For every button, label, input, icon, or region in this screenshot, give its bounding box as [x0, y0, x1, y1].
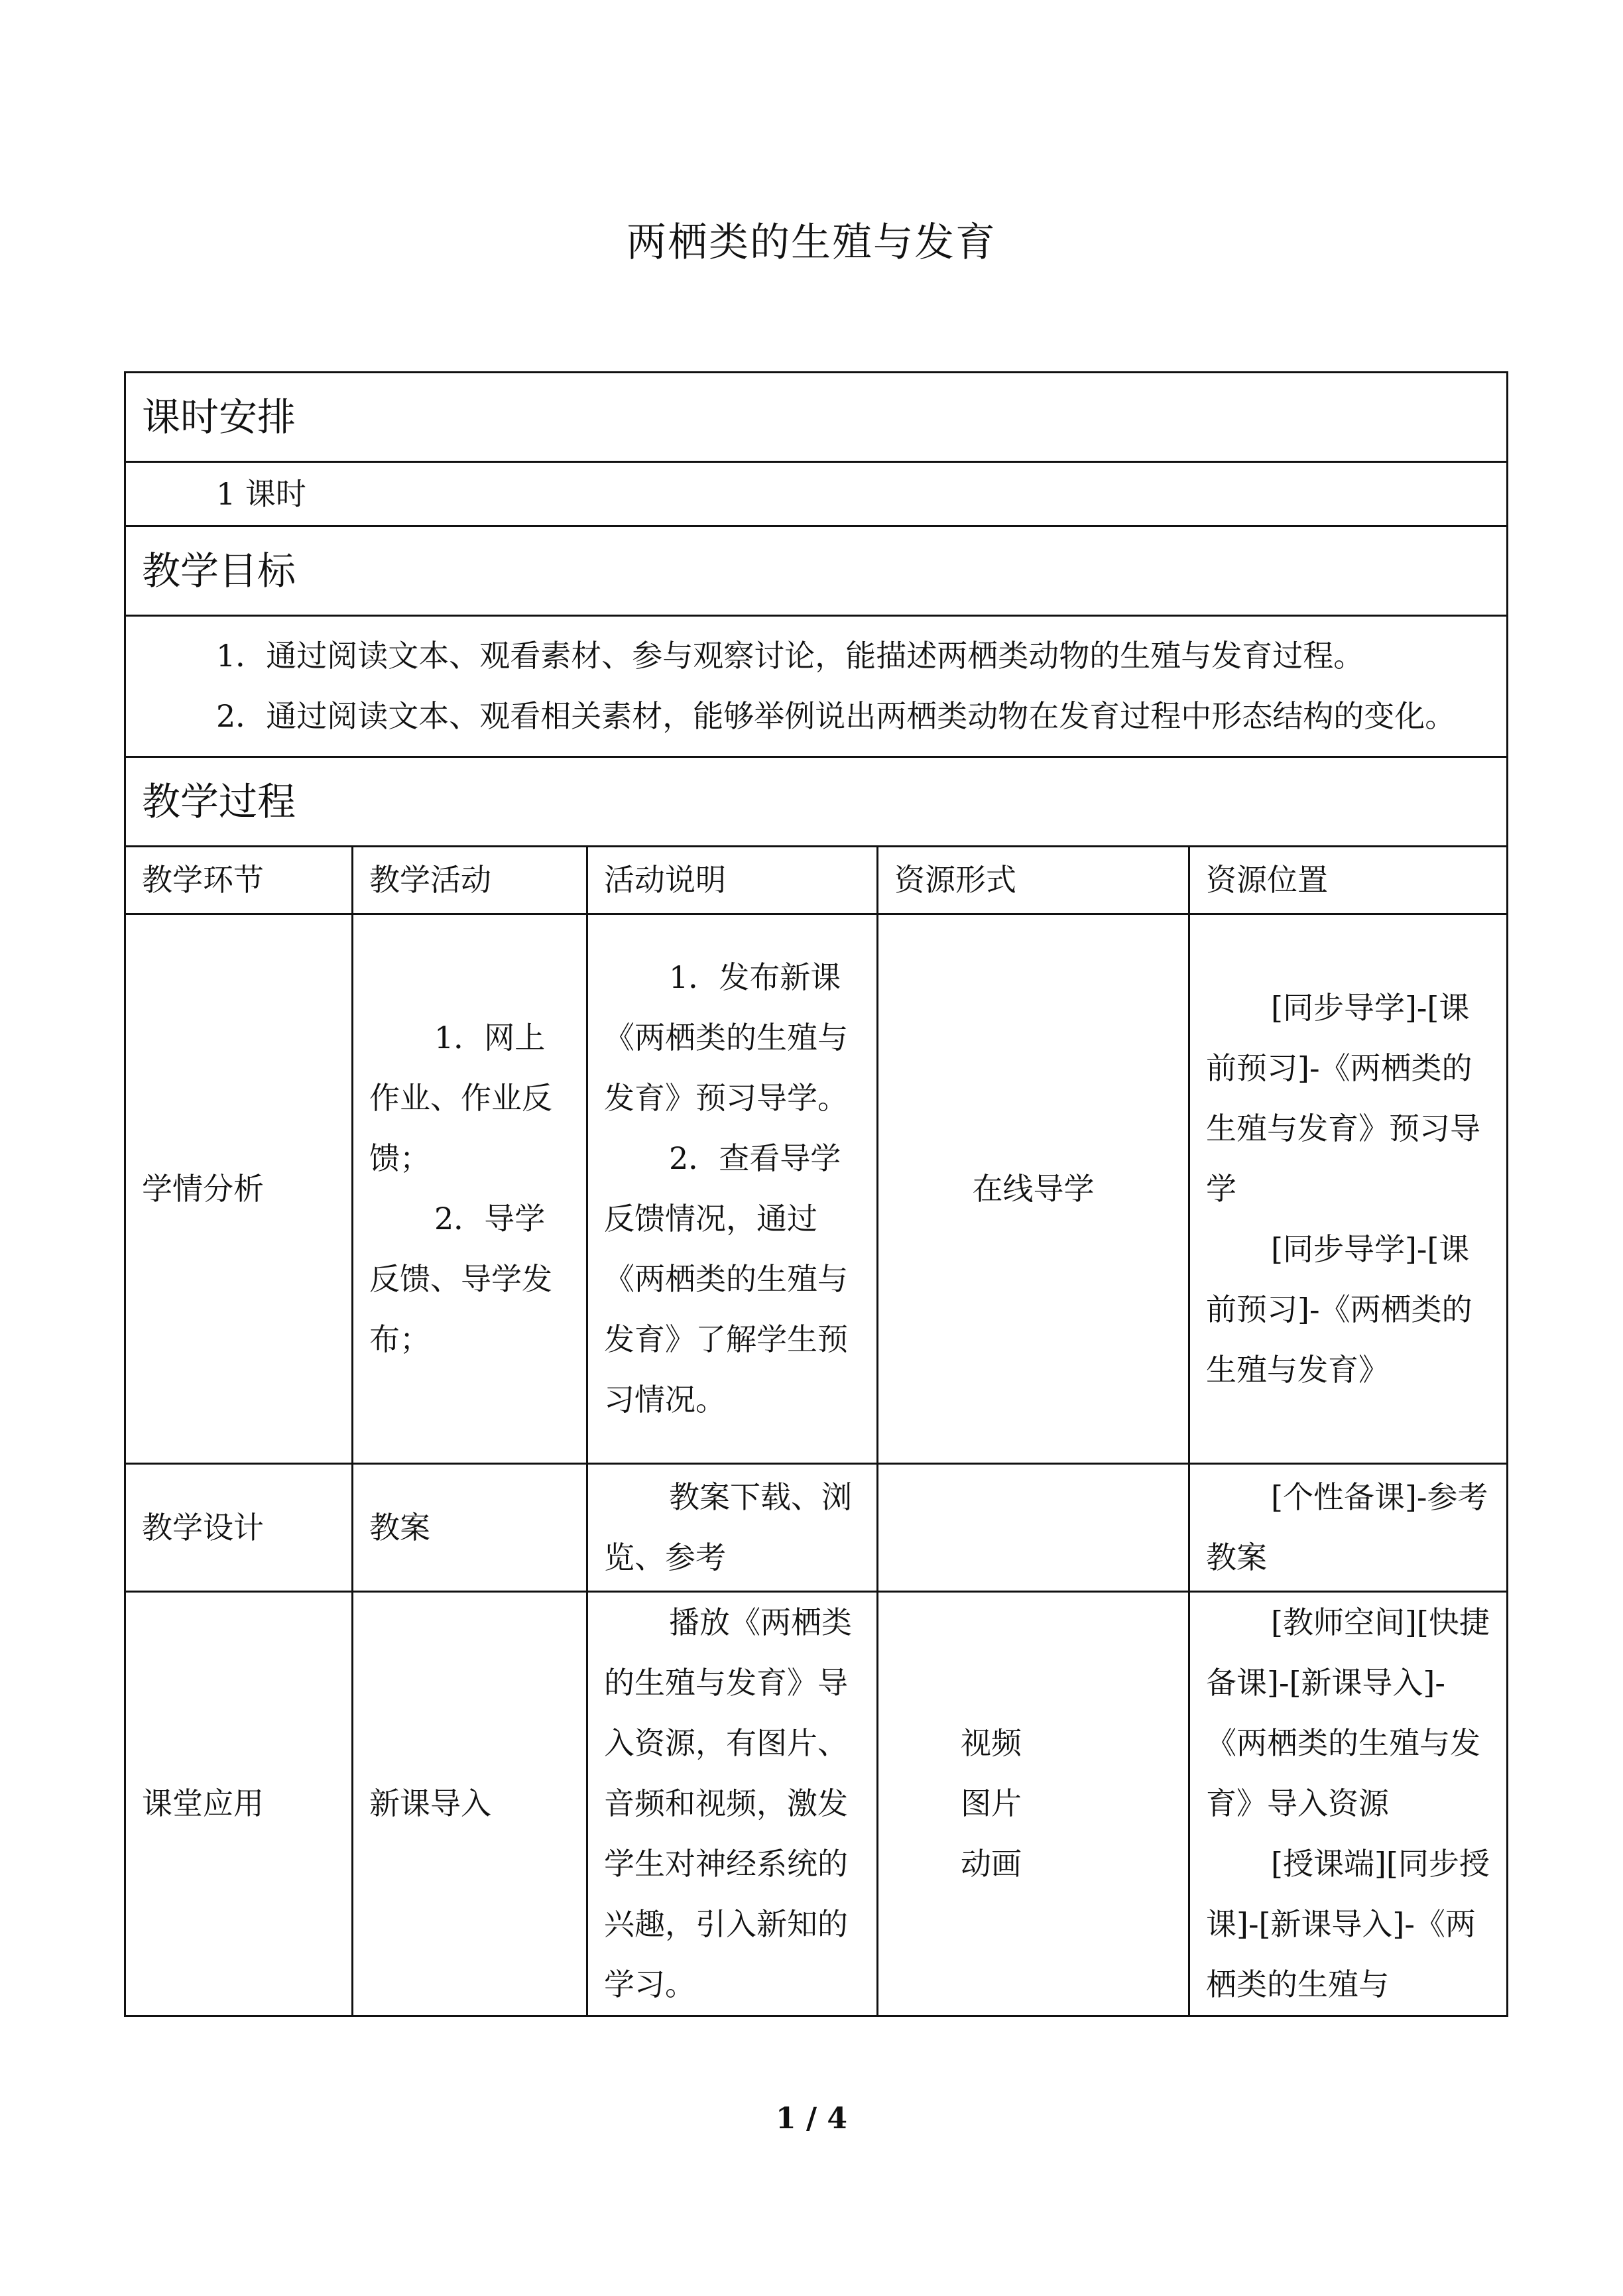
resource-form-cell — [878, 914, 1189, 1464]
location-line: [教师空间][快捷备课]-[新课导入]-《两栖类的生殖与发育》导入资源 — [1206, 1604, 1490, 1821]
table-row — [125, 1592, 1508, 2016]
location-line: [授课端][同步授课]-[新课导入]-《两栖类的生殖与 — [1206, 1846, 1490, 2002]
stage-cell: 课堂应用 — [125, 1592, 353, 2016]
objectives-cell — [125, 616, 1508, 757]
table-row — [125, 914, 1508, 1464]
table-row — [125, 1464, 1508, 1592]
page-indicator: 1 / 4 — [776, 2102, 847, 2136]
description-cell — [587, 1592, 878, 2016]
location-line: [同步导学]-[课前预习]-《两栖类的生殖与发育》 — [1206, 1231, 1473, 1388]
lesson-plan-table — [124, 371, 1508, 2017]
location-line: [个性备课]-参考教案 — [1206, 1479, 1488, 1575]
objective-item: 2．通过阅读文本、观看相关素材，能够举例说出两栖类动物在发育过程中形态结构的变化。 — [216, 698, 1456, 734]
description-line: 播放《两栖类的生殖与发育》导入资源，有图片、音频和视频，激发学生对神经系统的兴趣，引入新知的学习。 — [604, 1604, 852, 2002]
schedule-heading: 课时安排 — [125, 373, 1508, 462]
schedule-value: 1 课时 — [216, 475, 306, 512]
description-line: 2．查看导学反馈情况，通过《两栖类的生殖与发育》了解学生预习情况。 — [604, 1140, 848, 1418]
schedule-value-cell — [125, 462, 1508, 526]
location-cell — [1189, 1592, 1508, 2016]
activity-line: 2．导学反馈、导学发布； — [369, 1201, 552, 1357]
objectives-heading: 教学目标 — [125, 526, 1508, 616]
column-header: 资源位置 — [1189, 847, 1508, 914]
column-header: 活动说明 — [587, 847, 878, 914]
resource-form-cell — [878, 1464, 1189, 1592]
activity-cell: 教案 — [353, 1464, 587, 1592]
location-cell — [1189, 1464, 1508, 1592]
activity-line: 1．网上作业、作业反馈； — [369, 1020, 552, 1176]
process-heading: 教学过程 — [125, 757, 1508, 847]
description-line: 教案下载、浏览、参考 — [604, 1479, 852, 1575]
resource-form: 在线导学 — [972, 1170, 1095, 1207]
resource-form: 动画 — [961, 1846, 1022, 1882]
activity-cell: 新课导入 — [353, 1592, 587, 2016]
activity-cell — [353, 914, 587, 1464]
stage-cell: 教学设计 — [125, 1464, 353, 1592]
column-header: 教学环节 — [125, 847, 353, 914]
location-line: [同步导学]-[课前预习]-《两栖类的生殖与发育》预习导学 — [1206, 989, 1480, 1207]
page-title: 两栖类的生殖与发育 — [627, 219, 996, 266]
stage-cell: 学情分析 — [125, 914, 353, 1464]
resource-form-cell — [878, 1592, 1189, 2016]
resource-form: 视频 — [961, 1725, 1022, 1761]
resource-form: 图片 — [961, 1785, 1022, 1821]
column-header: 资源形式 — [878, 847, 1189, 914]
location-cell — [1189, 914, 1508, 1464]
objective-item: 1．通过阅读文本、观看素材、参与观察讨论，能描述两栖类动物的生殖与发育过程。 — [216, 638, 1364, 674]
column-header: 教学活动 — [353, 847, 587, 914]
description-line: 1．发布新课《两栖类的生殖与发育》预习导学。 — [604, 959, 848, 1116]
description-cell — [587, 1464, 878, 1592]
description-cell — [587, 914, 878, 1464]
